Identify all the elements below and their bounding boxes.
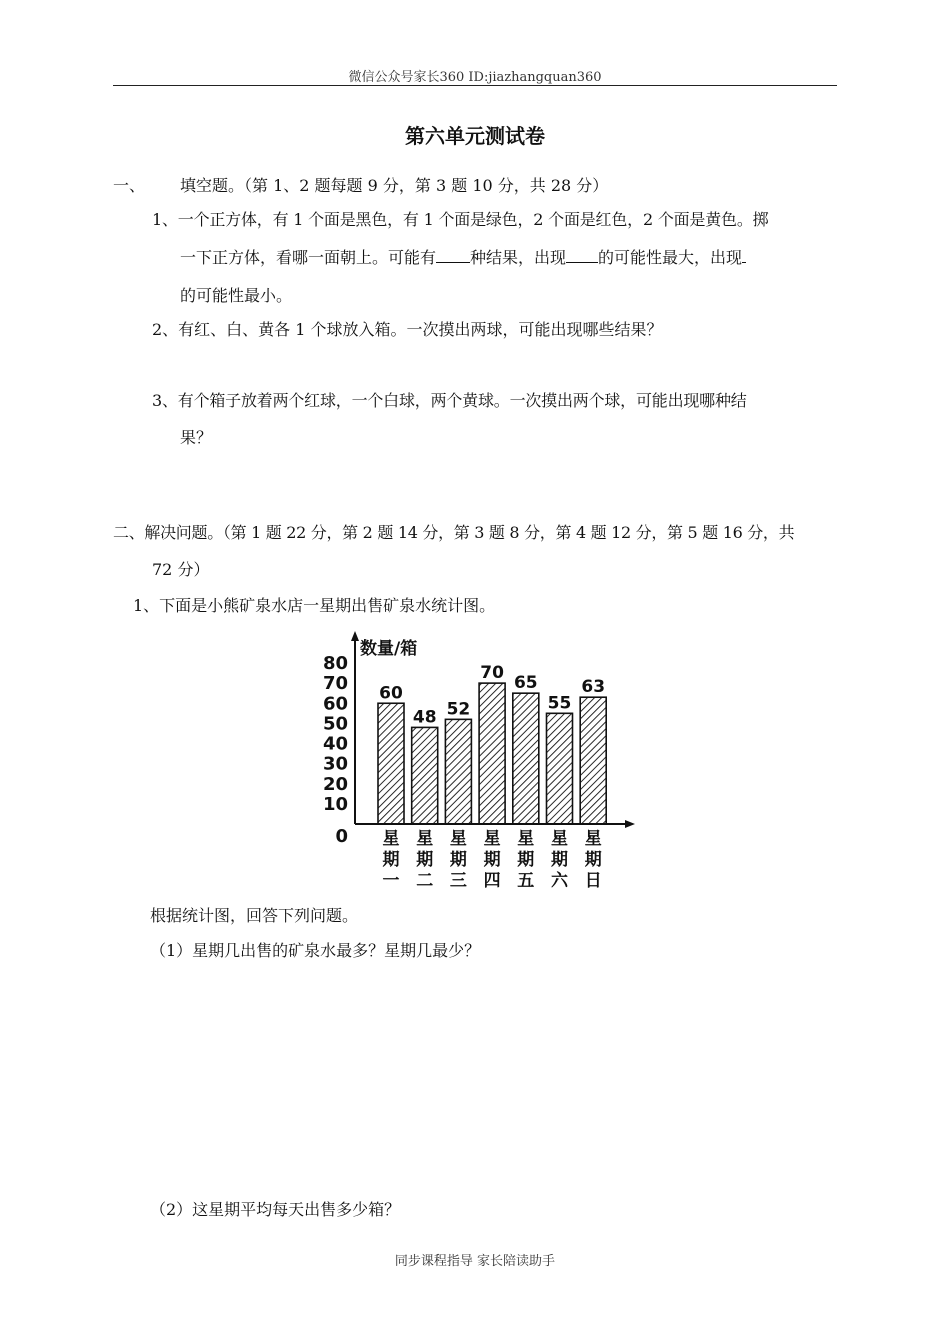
x-tick-label: 期 (382, 850, 400, 870)
x-tick-label: 星 (551, 829, 568, 849)
y-tick-label: 20 (322, 773, 348, 795)
question-2: 2、有红、白、黄各 1 个球放入箱。一次摸出两球，可能出现哪些结果？ (152, 320, 663, 339)
x-tick-label: 星 (416, 829, 434, 849)
question-1-text-c: 的可能性最大，出现 (598, 248, 743, 267)
y-tick-label: 0 (335, 826, 348, 847)
y-tick-label: 30 (322, 753, 348, 775)
section-1-number: 一、 (113, 176, 146, 195)
data-label: 48 (412, 707, 437, 728)
x-tick-label: 六 (551, 871, 568, 890)
x-tick-label: 期 (517, 850, 535, 870)
x-tick-label: 五 (517, 871, 535, 890)
bar (445, 719, 471, 824)
y-tick-label: 40 (322, 733, 348, 755)
x-tick-label: 期 (584, 850, 602, 870)
question-3-line-2: 果？ (180, 428, 213, 447)
question-1-text-a: 一下正方体，看哪一面朝上。可能有 (180, 248, 437, 267)
y-tick-label: 50 (322, 713, 348, 735)
x-tick-label: 三 (449, 871, 467, 890)
data-label: 60 (379, 683, 403, 704)
x-tick-label: 星 (483, 829, 501, 849)
question-1-line-2 (180, 248, 746, 268)
x-tick-label: 期 (551, 850, 568, 870)
y-tick-label: 80 (322, 653, 348, 674)
x-tick-label: 四 (483, 871, 501, 890)
y-axis-arrow (351, 631, 359, 641)
data-label: 65 (513, 673, 538, 694)
x-tick-label: 二 (416, 871, 434, 890)
bar (580, 697, 606, 824)
page-footer: 同步课程指导 家长陪读助手 (394, 1254, 556, 1269)
answer-blank-2[interactable] (566, 248, 598, 263)
bar (378, 703, 404, 824)
bar-chart-water-sales (310, 628, 640, 890)
x-tick-label: 星 (449, 829, 467, 849)
header-divider (113, 85, 837, 86)
bar (479, 683, 505, 824)
sub-question-2: （2）这星期平均每天出售多少箱？ (150, 1200, 401, 1219)
section-2-heading-line-1: 二、解决问题。（第 1 题 22 分，第 2 题 14 分，第 3 题 8 分，第 4 题 12 分，第 5 题 16 分，共 (113, 523, 795, 542)
sub-question-1: （1）星期几出售的矿泉水最多？星期几最少？ (150, 941, 481, 960)
x-tick-label: 期 (449, 850, 467, 870)
x-tick-label: 期 (416, 850, 434, 870)
x-tick-label: 一 (382, 871, 400, 890)
bar (547, 713, 573, 824)
page-title: 第六单元测试卷 (405, 124, 545, 148)
x-tick-label: 星 (584, 829, 602, 849)
y-tick-label: 70 (322, 673, 348, 695)
data-label: 52 (446, 699, 471, 720)
x-axis-arrow (625, 820, 635, 828)
x-tick-label: 日 (584, 871, 602, 890)
question-1-line-3: 的可能性最小。 (180, 286, 293, 305)
section-1-heading: 填空题。（第 1、2 题每题 9 分，第 3 题 10 分，共 28 分） (180, 176, 609, 195)
question-3-line-1: 3、有个箱子放着两个红球，一个白球，两个黄球。一次摸出两个球，可能出现哪种结 (152, 391, 747, 410)
section-2-heading-line-2: 72 分） (152, 560, 210, 579)
x-tick-label: 期 (483, 850, 501, 870)
bar (412, 727, 438, 824)
data-label: 70 (480, 663, 504, 684)
bar (513, 693, 539, 824)
answer-blank-1[interactable] (436, 248, 470, 263)
page-header: 微信公众号家长360 ID:jiazhangquan360 (348, 70, 602, 85)
x-tick-label: 星 (382, 829, 400, 849)
x-tick-label: 星 (517, 829, 535, 849)
chart-instruction: 根据统计图，回答下列问题。 (150, 906, 359, 925)
question-1-text-b: 种结果，出现 (470, 248, 567, 267)
problem-1-intro: 1、下面是小熊矿泉水店一星期出售矿泉水统计图。 (133, 596, 496, 615)
data-label: 63 (581, 677, 606, 698)
data-label: 55 (547, 693, 572, 714)
y-tick-label: 10 (322, 793, 348, 815)
y-tick-label: 60 (322, 693, 348, 715)
y-axis-label: 数量/箱 (360, 639, 418, 659)
answer-blank-3[interactable] (742, 248, 746, 263)
question-1-line-1: 1、一个正方体，有 1 个面是黑色，有 1 个面是绿色，2 个面是红色，2 个面是黄色。掷 (152, 210, 769, 229)
